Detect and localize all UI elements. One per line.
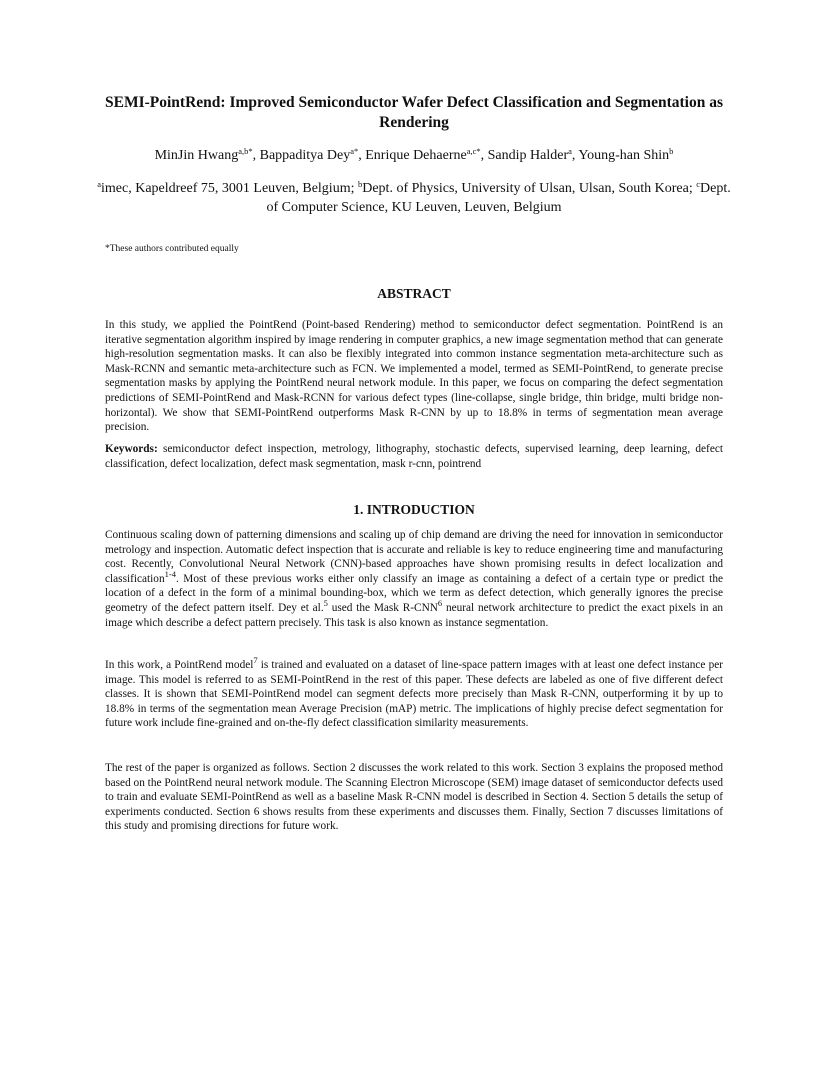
- abstract-heading: ABSTRACT: [377, 286, 451, 301]
- citation-ref: 5: [323, 597, 328, 608]
- intro-paragraph-3: The rest of the paper is organized as follows. Section 2 discusses the work related to this work. Section 3 explains the proposed method based on the PointRend neural network module. The Scanning Electron Microscope (SEM) image dataset of semiconductor defects used to train and evaluate SEMI-PointRend as well as a baseline Mask R-CNN model is described in Section 4. Section 5 details the setup of experiments conducted. Section 6 shows results from these experiments and discusses them. Finally, Section 7 discusses limitations of this study and promising directions for future work.: [105, 762, 723, 833]
- keywords: [105, 442, 723, 471]
- keywords-label: Keywords:: [105, 443, 158, 455]
- abstract-text: In this study, we applied the PointRend (Point-based Rendering) method to semiconductor defect segmentation. PointRend is an iterative segmentation algorithm inspired by image rendering in computer graphics, a new image segmentation method that can generate high-resolution segmentation masks. It can also be flexibly integrated into common instance segmentation meta-architecture such as Mask-RCNN and semantic meta-architecture such as FCN. We implemented a model, termed as SEMI-PointRend, to generate precise segmentation masks by applying the PointRend neural network module. In this paper, we focus on comparing the defect segmentation predictions of SEMI-PointRend and Mask-RCNN for various defect types (line-collapse, single bridge, thin bridge, multi bridge non-horizontal). We show that SEMI-PointRend outperforms Mask R-CNN by up to 18.8% in terms of segmentation mean average precision.: [105, 319, 723, 434]
- author-name: Young-han Shin: [578, 148, 670, 163]
- author-affiliation-mark: a,b*: [238, 146, 253, 156]
- equal-contribution-note: *These authors contributed equally: [105, 244, 239, 254]
- introduction-heading: 1. INTRODUCTION: [353, 502, 475, 517]
- affiliation-text: Dept. of Computer Science, KU Leuven, Leuven, Belgium: [266, 181, 731, 215]
- paragraph-text: is trained and evaluated on a dataset of line-space pattern images with at least one defect instance per image. This model is referred to as SEMI-PointRend in the rest of this paper. These defects are labeled as one of five different defect classes. It is shown that SEMI-PointRend model can segment defects more precisely than Mask R-CNN, outperforming it by up to 18.8% in terms of the segmentation mean Average Precision (mAP) metric. The implications of highly precise defect segmentation for future work include fine-grained and on-the-fly defect classification similarity measurements.: [105, 659, 723, 730]
- paper-title: SEMI-PointRend: Improved Semiconductor Wafer Defect Classification and Segmentation as Rendering: [105, 94, 723, 131]
- author-affiliation-mark: b: [669, 146, 674, 156]
- affiliation-mark: c: [696, 179, 701, 189]
- author-affiliation-mark: a,c*: [466, 146, 481, 156]
- affiliation-mark: b: [357, 179, 363, 189]
- citation-ref: 1-4: [164, 568, 176, 579]
- intro-paragraph-2: [105, 655, 723, 731]
- paragraph-text: In this work, a PointRend model: [105, 659, 254, 671]
- author-name: Sandip Halder: [487, 148, 569, 163]
- affiliation-text: Dept. of Physics, University of Ulsan, Ulsan, South Korea;: [362, 181, 697, 196]
- author-name: MinJin Hwang: [154, 148, 239, 163]
- paragraph-text: . Most of these previous works either only classify an image as containing a defect of a certain type or predict the location of a defect in the form of a minimal bounding-box, which we term as defect detection, which generally ignores the precise geometry of the defect pattern itself. Dey et al.: [105, 572, 723, 614]
- author-affiliation-mark: a: [568, 146, 572, 156]
- paragraph-text: used the Mask R-CNN: [327, 601, 438, 614]
- citation-ref: 7: [253, 655, 258, 665]
- affiliation-list: [90, 179, 738, 217]
- affiliation-mark: a: [97, 179, 101, 189]
- author-list: MinJin Hwang$^{a,b*}$, Bappaditya Dey$^{a*}$, Enrique Dehaerne$^{a,c*}$, Sandip Halder$^a$, Young-han Shin$^b$: [154, 146, 674, 163]
- author-name: Enrique Dehaerne: [365, 148, 467, 163]
- author-name: Bappaditya Dey: [259, 148, 351, 163]
- paragraph-text: Continuous scaling down of patterning dimensions and scaling up of chip demand are driving the need for innovation in semiconductor metrology and inspection. Automatic defect inspection that is accurate and reliable is key to reduce engineering time and manufacturing cost. Recently, Convolutional Neural Network (CNN)-based approaches have shown promising results in defect localization and classification: [105, 529, 723, 585]
- keywords-text: semiconductor defect inspection, metrology, lithography, stochastic defects, supervised learning, deep learning, defect classification, defect localization, defect mask segmentation, mask r-cnn, pointrend: [105, 443, 723, 470]
- paragraph-text: neural network architecture to predict the exact pixels in an image which describe a defect pattern precisely. This task is also known as instance segmentation.: [105, 601, 723, 629]
- author-affiliation-mark: a*: [350, 146, 359, 156]
- intro-paragraph-1: [105, 528, 723, 630]
- affiliation-text: imec, Kapeldreef 75, 3001 Leuven, Belgium;: [101, 181, 358, 196]
- citation-ref: 6: [437, 597, 443, 608]
